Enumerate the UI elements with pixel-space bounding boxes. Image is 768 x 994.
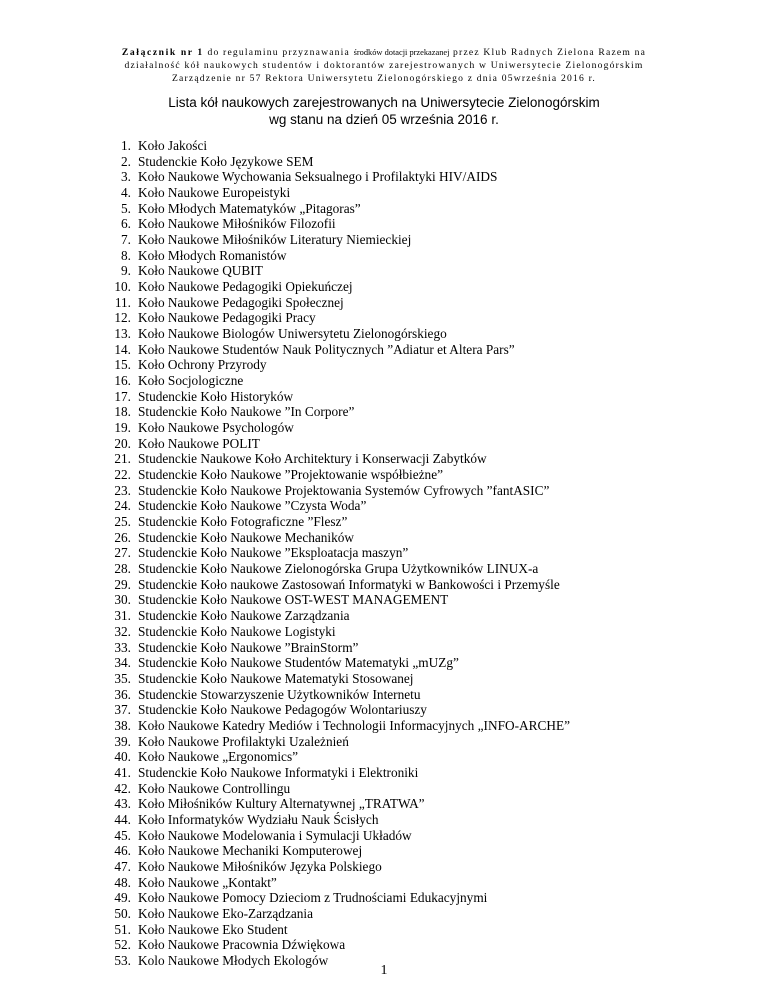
list-item-number: 53. bbox=[114, 952, 131, 968]
list-item-number: 50. bbox=[114, 905, 131, 921]
list-item-number: 40. bbox=[114, 749, 131, 765]
list-item-text: Studenckie Koło Naukowe Logistyki bbox=[138, 623, 336, 639]
list-item-text: Koło Naukowe Profilaktyki Uzależnień bbox=[138, 733, 349, 749]
list-item-text: Koło Naukowe Wychowania Seksualnego i Profilaktyki HIV/AIDS bbox=[138, 169, 498, 185]
list-item-number: 2. bbox=[121, 153, 131, 169]
list-item-number: 33. bbox=[114, 639, 131, 655]
list-item-text: Kolo Naukowe Młodych Ekologów bbox=[138, 952, 329, 968]
list-item-number: 51. bbox=[114, 921, 131, 937]
list-item-number: 43. bbox=[114, 796, 131, 812]
header-text-a: do regulaminu przyznawania bbox=[207, 47, 351, 58]
list-item-text: Koło Socjologiczne bbox=[138, 373, 244, 389]
list-item-text: Koło Naukowe Pedagogiki Pracy bbox=[138, 310, 316, 326]
list-item-text: Koło Naukowe Pomocy Dzieciom z Trudnościami Edukacyjnymi bbox=[138, 890, 488, 906]
list-item-number: 15. bbox=[114, 357, 131, 373]
header-line-3: Zarządzenie nr 57 Rektora Uniwersytetu Zielonogórskiego z dnia 05września 2016 r. bbox=[171, 73, 597, 84]
list-item-number: 16. bbox=[114, 373, 131, 389]
list-item-text: Koło Naukowe Biologów Uniwersytetu Zielonogórskiego bbox=[138, 326, 447, 342]
list-item-text: Studenckie Koło Naukowe OST-WEST MANAGEMENT bbox=[138, 592, 449, 608]
list-item-number: 4. bbox=[121, 185, 131, 201]
list-item-text: Studenckie Koło Naukowe Informatyki i Elektroniki bbox=[138, 764, 419, 780]
list-item-text: Studenckie Stowarzyszenie Użytkowników Internetu bbox=[138, 686, 421, 702]
list-item-number: 17. bbox=[114, 388, 131, 404]
list-item-text: Koło Naukowe POLIT bbox=[138, 435, 260, 451]
list-item-text: Studenckie Koło Naukowe ”Czysta Woda” bbox=[138, 498, 367, 514]
list-item-number: 23. bbox=[114, 482, 131, 498]
list-item-text: Studenckie Naukowe Koło Architektury i Konserwacji Zabytków bbox=[138, 451, 487, 467]
list-item-number: 10. bbox=[114, 279, 131, 295]
list-item-text: Studenckie Koło Naukowe Zarządzania bbox=[138, 608, 350, 624]
list-item-text: Koło Naukowe Katedry Mediów i Technologii Informacyjnych „INFO-ARCHE” bbox=[138, 717, 570, 733]
list-item-number: 47. bbox=[114, 858, 131, 874]
list-item-text: Koło Naukowe Eko-Zarządzania bbox=[138, 905, 313, 921]
list-item-number: 44. bbox=[114, 811, 131, 827]
list-item-number: 13. bbox=[114, 326, 131, 342]
list-item-number: 35. bbox=[114, 670, 131, 686]
list-item-number: 41. bbox=[114, 764, 131, 780]
list-item-number: 9. bbox=[121, 263, 131, 279]
list-item-number: 49. bbox=[114, 890, 131, 906]
list-item-text: Koło Naukowe Pracownia Dźwiękowa bbox=[138, 937, 346, 953]
attachment-label: Załącznik nr 1 bbox=[121, 47, 204, 58]
list-item-text: Studenckie Koło Naukowe Mechaników bbox=[138, 529, 355, 545]
header-text-b: przez Klub Radnych Zielona Razem na bbox=[453, 47, 647, 58]
list-item-text: Studenckie Koło Naukowe Zielonogórska Grupa Użytkowników LINUX-a bbox=[138, 561, 539, 577]
list-item-text: Studenckie Koło Naukowe Matematyki Stosowanej bbox=[138, 670, 414, 686]
list-item-text: Studenckie Koło Naukowe Projektowania Systemów Cyfrowych ”fantASIC” bbox=[138, 482, 550, 498]
list-item-text: Koło Naukowe Pedagogiki Społecznej bbox=[138, 294, 344, 310]
header-line-2: działalność kół naukowych studentów i doktorantów zarejestrowanych w Uniwersytecie Zielonogórskim bbox=[124, 60, 644, 71]
list-item-text: Koło Naukowe QUBIT bbox=[138, 263, 263, 279]
list-item-text: Koło Naukowe Pedagogiki Opiekuńczej bbox=[138, 279, 353, 295]
list-item-number: 32. bbox=[114, 623, 131, 639]
list-item-text: Studenckie Koło Naukowe ”In Corpore” bbox=[138, 404, 355, 420]
list-item-number: 12. bbox=[114, 310, 131, 326]
list-item-text: Koło Naukowe Mechaniki Komputerowej bbox=[138, 843, 363, 859]
list-item-number: 24. bbox=[114, 498, 131, 514]
list-item-text: Koło Młodych Matematyków „Pitagoras” bbox=[138, 200, 361, 216]
list-item-text: Koło Miłośników Kultury Alternatywnej „TRATWA” bbox=[138, 796, 425, 812]
list-item-number: 36. bbox=[114, 686, 131, 702]
list-item-text: Studenckie Koło Fotograficzne ”Flesz” bbox=[138, 514, 348, 530]
list-item-text: Koło Naukowe Psychologów bbox=[138, 420, 294, 436]
list-item-number: 7. bbox=[121, 232, 131, 248]
list-item-number: 30. bbox=[114, 592, 131, 608]
list-item-text: Studenckie Koło Naukowe ”BrainStorm” bbox=[138, 639, 359, 655]
list-item-number: 29. bbox=[114, 576, 131, 592]
list-item-text: Koło Naukowe Modelowania i Symulacji Układów bbox=[138, 827, 412, 843]
list-item-text: Koło Naukowe Europeistyki bbox=[138, 185, 291, 201]
list-item-text: Studenckie Koło Naukowe ”Projektowanie współbieżne” bbox=[138, 467, 444, 483]
list-item-number: 20. bbox=[114, 435, 131, 451]
list-item-number: 45. bbox=[114, 827, 131, 843]
list-item-number: 21. bbox=[114, 451, 131, 467]
list-item-number: 14. bbox=[114, 341, 131, 357]
list-item-text: Koło Naukowe Miłośników Filozofii bbox=[138, 216, 336, 232]
list-item-number: 26. bbox=[114, 529, 131, 545]
list-item-text: Koło Ochrony Przyrody bbox=[138, 357, 267, 373]
list-item-text: Studenckie Koło Historyków bbox=[138, 388, 294, 404]
list-item-number: 27. bbox=[114, 545, 131, 561]
list-item-number: 3. bbox=[121, 169, 131, 185]
list-item-text: Studenckie Koło naukowe Zastosowań Informatyki w Bankowości i Przemyśle bbox=[138, 576, 560, 592]
header-text-small: środków dotacji przekazanej bbox=[353, 48, 450, 57]
list-item-number: 5. bbox=[121, 200, 131, 216]
list-item-number: 31. bbox=[114, 608, 131, 624]
list-item-text: Koło Naukowe „Ergonomics” bbox=[138, 749, 299, 765]
list-item-text: Koło Młodych Romanistów bbox=[138, 247, 287, 263]
list-item-number: 28. bbox=[114, 561, 131, 577]
title-line-2: wg stanu na dzień 05 września 2016 r. bbox=[269, 112, 499, 127]
list-item-text: Koło Naukowe Miłośników Literatury Niemieckiej bbox=[138, 232, 412, 248]
list-item-number: 38. bbox=[114, 717, 131, 733]
list-item-number: 8. bbox=[121, 247, 131, 263]
list-item-number: 18. bbox=[114, 404, 131, 420]
document-header bbox=[60, 46, 708, 85]
list-item-number: 1. bbox=[121, 138, 131, 153]
list-item-number: 52. bbox=[114, 937, 131, 953]
list-item-text: Koło Naukowe Studentów Nauk Politycznych ”Adiatur et Altera Pars” bbox=[138, 341, 515, 357]
list-item-text: Koło Naukowe Miłośników Języka Polskiego bbox=[138, 858, 382, 874]
list-item-text: Koło Naukowe „Kontakt” bbox=[138, 874, 277, 890]
list-item-number: 48. bbox=[114, 874, 131, 890]
list-item-number: 46. bbox=[114, 843, 131, 859]
list-item-number: 25. bbox=[114, 514, 131, 530]
list-item-text: Studenckie Koło Naukowe Pedagogów Wolontariuszy bbox=[138, 702, 427, 718]
list-item-text: Studenckie Koło Naukowe Studentów Matematyki „mUZg” bbox=[138, 655, 459, 671]
list-item-number: 6. bbox=[121, 216, 131, 232]
list-item-number: 39. bbox=[114, 733, 131, 749]
page-number: 1 bbox=[380, 963, 388, 978]
list-item-number: 37. bbox=[114, 702, 131, 718]
document-title bbox=[60, 94, 708, 128]
header-line-1 bbox=[60, 46, 708, 59]
title-line-1: Lista kół naukowych zarejestrowanych na Uniwersytecie Zielonogórskim bbox=[168, 95, 600, 110]
list-item-text: Koło Informatyków Wydziału Nauk Ścisłych bbox=[138, 811, 379, 827]
list-item-text: Studenckie Koło Językowe SEM bbox=[138, 153, 314, 169]
list-item-number: 34. bbox=[114, 655, 131, 671]
list-item-text: Koło Jakości bbox=[138, 138, 208, 153]
list-item-text: Koło Naukowe Eko Student bbox=[138, 921, 288, 937]
list-item-number: 42. bbox=[114, 780, 131, 796]
list-item-number: 11. bbox=[114, 294, 131, 310]
list-item-number: 22. bbox=[114, 467, 131, 483]
list-item-text: Koło Naukowe Controllingu bbox=[138, 780, 291, 796]
list-item-number: 19. bbox=[114, 420, 131, 436]
list-item-text: Studenckie Koło Naukowe ”Eksploatacja maszyn” bbox=[138, 545, 409, 561]
